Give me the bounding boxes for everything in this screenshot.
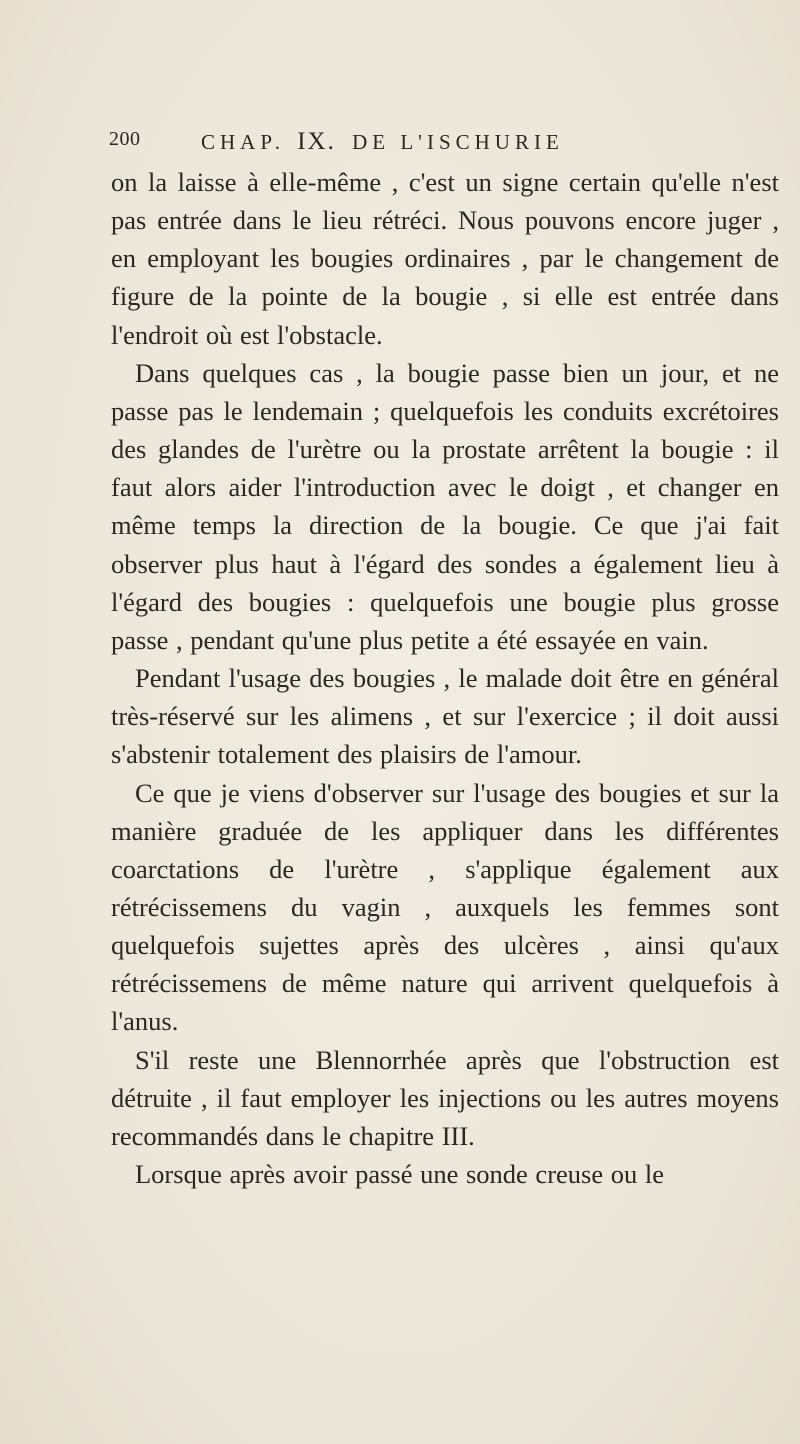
paragraph-coarctations: Ce que je viens d'observer sur l'usage des bougies et sur la manière graduée de les appliquer dans les différentes coarctations de l'urètre , s'applique également aux rétrécissemens du vagin , auxquels les femmes sont quelquefois sujettes après des ulcères , ainsi qu'aux rétrécissemens de même nature qui arrivent quelquefois à l'anus. [111,777,779,1037]
chapter-title: DE L'ISCHURIE [352,130,564,154]
running-header [109,128,729,158]
paragraph-blennorrhee: S'il reste une Blennorrhée après que l'obstruction est détruite , il faut employer les injections ou les autres moyens recommandés dans le chapitre III. [111,1044,779,1151]
paragraph-continuation: on la laisse à elle-même , c'est un signe certain qu'elle n'est pas entrée dans le lieu rétréci. Nous pouvons encore juger , en employant les bougies ordinaires , par le changement de figure de la pointe de la bougie , si elle est entrée dans l'endroit où est l'obstacle. [111,167,779,350]
chapter-number: IX. [297,128,336,155]
paragraph-diet: Pendant l'usage des bougies , le malade doit être en général très-réservé sur les alimens , et sur l'exercice ; il doit aussi s'abstenir totalement des plaisirs de l'amour. [111,663,779,770]
body-text [111,163,779,1193]
page-number: 200 [109,128,141,150]
paragraph-bougie-passage: Dans quelques cas , la bougie passe bien un jour, et ne passe pas le lendemain ; quelquefois les conduits excrétoires des glandes de l'urètre ou la prostate arrêtent la bougie : il faut alors aider l'introduction avec le doigt , et changer en même temps la direction de la bougie. Ce que j'ai fait observer plus haut à l'égard des sondes a également lieu à l'égard des bougies : quelquefois une bougie plus grosse passe , pendant qu'une plus petite a été essayée en vain. [111,357,779,655]
paragraph-sonde: Lorsque après avoir passé une sonde creuse ou le [135,1159,664,1190]
chapter-label: CHAP. [201,130,285,154]
running-title [201,128,564,156]
